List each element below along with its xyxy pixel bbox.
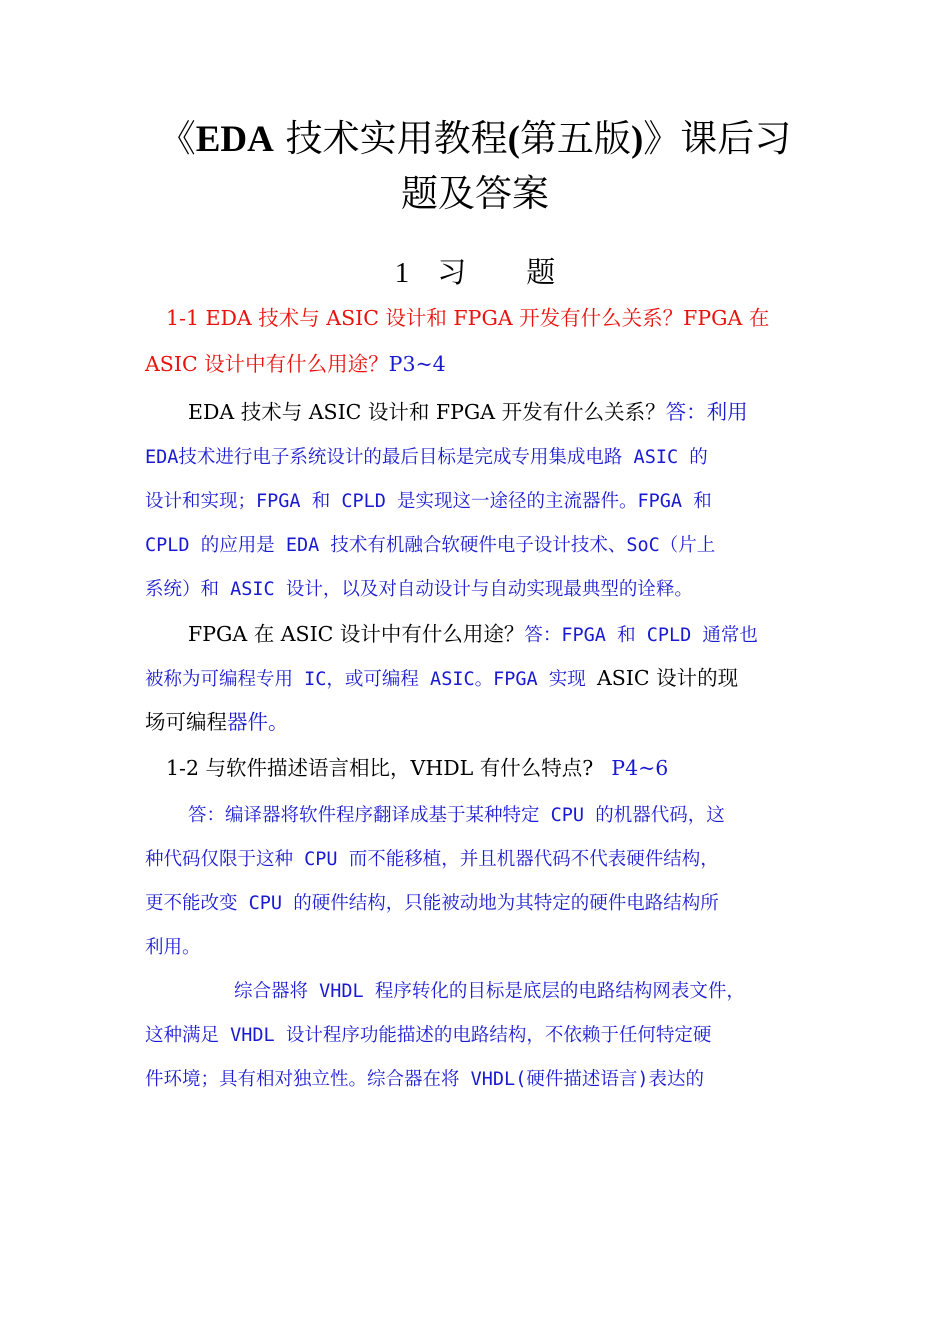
title-bracket-open: 《 [158,117,196,160]
title-line-2: 题及答案 [401,172,549,215]
answer-1-1-answer-start: 答：利用 [665,400,748,424]
answer-1-2-line-5: 综合器将 VHDL 程序转化的目标是底层的电路结构网表文件， [234,981,745,1002]
answer-1-1-subquestion-1: EDA 技术与 ASIC 设计和 FPGA 开发有什么关系？ [188,400,666,424]
question-1-2-text: 1-2 与软件描述语言相比，VHDL 有什么特点? [166,756,594,780]
title-paren-open: ( [507,119,520,160]
title-eda: EDA [195,119,274,160]
answer-1-1-line-1 [188,398,748,426]
answer-1-1-line-8-start: 场可编程 [145,710,227,734]
answer-1-1-line-3: 设计和实现；FPGA 和 CPLD 是实现这一途径的主流器件。FPGA 和 [145,491,712,512]
answer-1-1-line-5: 系统）和 ASIC 设计，以及对自动设计与自动实现最典型的诠释。 [145,579,693,600]
chapter-heading [0,254,950,291]
question-1-2-page-ref: P4~6 [611,756,669,780]
chapter-number: 1 [394,257,410,289]
answer-1-1-line-8-end: 器件。 [227,710,289,734]
title-end: 》课后习 [643,117,792,160]
question-1-1-line-2 [145,350,446,378]
answer-1-1-line-7-end: ASIC 设计的现 [596,666,739,690]
question-1-1-text: ASIC 设计中有什么用途？ [145,352,389,376]
answer-1-1-line-2: EDA技术进行电子系统设计的最后目标是完成专用集成电路 ASIC 的 [145,447,708,468]
title-edition: 第五版 [519,117,631,160]
title-paren-close: ) [630,119,644,160]
answer-1-2-line-2: 种代码仅限于这种 CPU 而不能移植，并且机器代码不代表硬件结构， [145,849,719,870]
answer-1-2-line-1: 答：编译器将软件程序翻译成基于某种特定 CPU 的机器代码，这 [188,805,725,826]
question-1-2 [166,754,668,782]
document-title [130,112,820,221]
chapter-word-2: 题 [526,255,556,289]
answer-1-2-line-3: 更不能改变 CPU 的硬件结构，只能被动地为其特定的硬件电路结构所 [145,893,719,914]
answer-1-1-line-7-text: 被称为可编程专用 IC，或可编程 ASIC。FPGA 实现 [145,669,597,690]
title-line-1 [130,112,820,167]
title-main: 技术实用教程 [273,117,508,160]
answer-1-2-line-4: 利用。 [145,937,201,958]
question-1-1-line-1: 1-1 EDA 技术与 ASIC 设计和 FPGA 开发有什么关系？FPGA 在 [166,306,770,330]
answer-1-1-subquestion-2: FPGA 在 ASIC 设计中有什么用途？ [188,622,525,646]
answer-1-1-line-7 [145,664,738,694]
answer-1-2-line-7: 件环境；具有相对独立性。综合器在将 VHDL(硬件描述语言)表达的 [145,1069,704,1090]
answer-1-2-line-6: 这种满足 VHDL 设计程序功能描述的电路结构，不依赖于任何特定硬 [145,1025,712,1046]
chapter-word-1: 习 [437,255,467,289]
answer-1-1-line-4: CPLD 的应用是 EDA 技术有机融合软硬件电子设计技术、SoC（片上 [145,535,716,556]
answer-1-1-line-8 [145,708,289,736]
question-1-1-page-ref: P3~4 [388,352,446,376]
answer-1-1-line-6 [188,620,758,650]
answer-1-1-answer-2-start: 答：FPGA 和 CPLD 通常也 [524,625,758,646]
